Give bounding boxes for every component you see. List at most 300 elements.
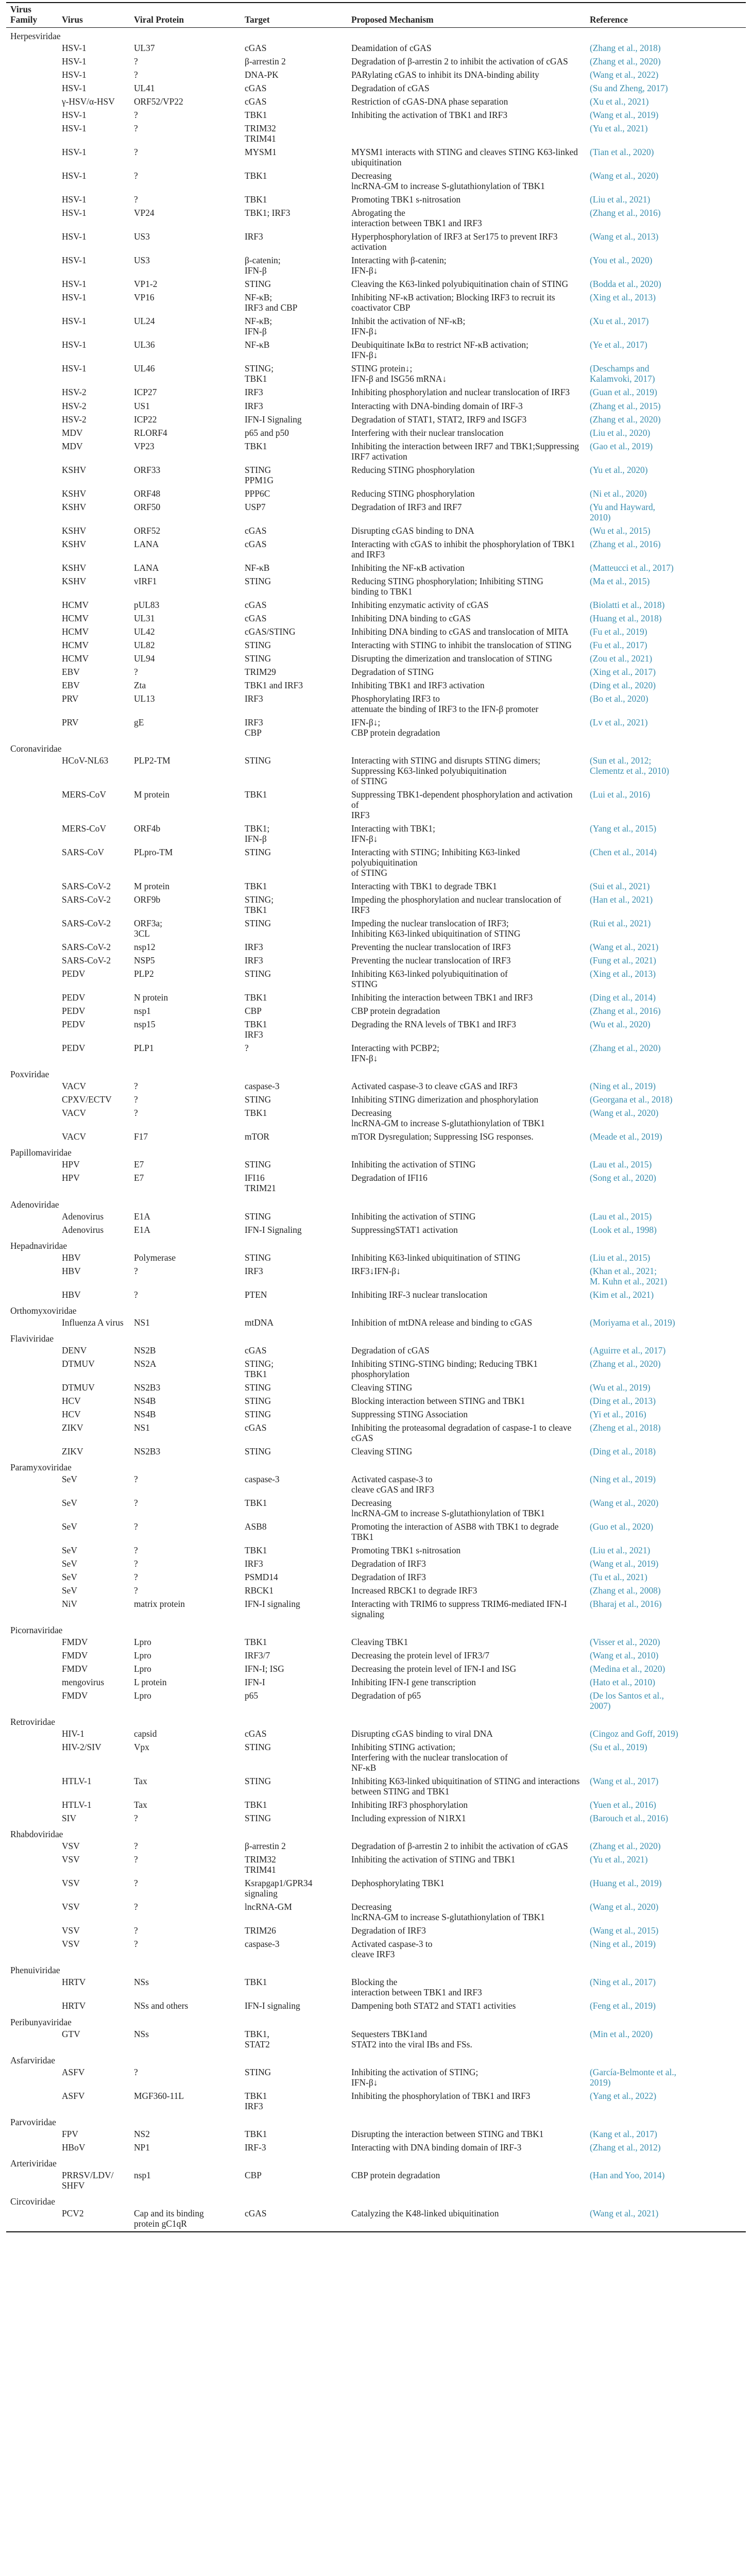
target-cell: STING: [245, 639, 271, 650]
table-row: [6, 538, 746, 562]
target-cell: STING PPM1G: [245, 464, 274, 485]
reference-cell: (Zhang et al., 2015): [590, 400, 661, 411]
target-cell: TBK1: [245, 1497, 267, 1508]
virus-cell: Influenza A virus: [62, 1317, 124, 1328]
viral-protein-cell: ORF9b: [134, 894, 161, 905]
virus-cell: SeV: [62, 1473, 77, 1484]
reference-cell: (Wang et al., 2019): [590, 110, 659, 121]
table-row: [6, 1812, 746, 1826]
reference-cell: (Ning et al., 2019): [590, 1939, 656, 1950]
target-cell: cGAS: [245, 1345, 267, 1355]
table-row: [6, 755, 746, 789]
virus-cell: MERS-CoV: [62, 789, 107, 800]
family-name: Coronaviridae: [10, 743, 62, 754]
viral-protein-cell: nsp15: [134, 1019, 156, 1030]
target-cell: IRF3/7: [245, 1650, 270, 1661]
viral-protein-cell: nsp12: [134, 942, 156, 953]
family-spacer: [6, 1799, 58, 1812]
reference-cell: (Georgana et al., 2018): [590, 1094, 673, 1105]
table-row: [6, 1107, 746, 1131]
reference-cell: (Bo et al., 2020): [590, 693, 648, 704]
family-spacer: [6, 1598, 58, 1622]
viral-protein-cell: UL42: [134, 626, 155, 637]
table-row: [6, 1690, 746, 1714]
virus-cell: HSV-1: [62, 83, 87, 94]
mechanism-cell: Suppressing TBK1-dependent phosphorylation and activation of IRF3: [351, 789, 573, 821]
table-row: [6, 363, 746, 386]
table-row: [6, 1728, 746, 1741]
target-cell: cGAS: [245, 1422, 267, 1433]
table-row: [6, 231, 746, 255]
table-row: [6, 626, 746, 639]
family-spacer: [6, 1159, 58, 1172]
virus-cell: HSV-1: [62, 208, 87, 218]
viral-protein-cell: LANA: [134, 562, 159, 573]
mechanism-cell: Decreasing lncRNA-GM to increase S-glutathionylation of TBK1: [351, 1497, 545, 1518]
viral-protein-cell: E1A: [134, 1224, 150, 1235]
family-name: Hepadnaviridae: [10, 1240, 67, 1251]
virus-cell: MERS-CoV: [62, 823, 107, 834]
family-row: [6, 2052, 746, 2066]
virus-cell: ASFV: [62, 2066, 85, 2077]
virus-cell: HSV-1: [62, 147, 87, 158]
family-spacer: [6, 2170, 58, 2193]
mechanism-cell: Degradation of IRF3: [351, 1925, 426, 1936]
mechanism-cell: SuppressingSTAT1 activation: [351, 1224, 458, 1235]
target-cell: caspase-3: [245, 1081, 280, 1092]
virus-cell: HRTV: [62, 1977, 86, 1988]
family-spacer: [6, 488, 58, 501]
viral-protein-cell: E7: [134, 1173, 144, 1183]
table-row: [6, 1558, 746, 1571]
mechanism-cell: Decreasing the protein level of IFR3/7: [351, 1650, 490, 1661]
virus-cell: HIV-1: [62, 1728, 84, 1739]
mechanism-cell: Catalyzing the K48-linked ubiquitination: [347, 2208, 586, 2232]
family-name: Rhabdoviridae: [10, 1829, 63, 1840]
header-target: Target: [241, 3, 347, 28]
reference-cell: (Tian et al., 2020): [590, 147, 654, 158]
viral-protein-cell: VP23: [134, 440, 155, 451]
target-cell: cGAS: [245, 96, 267, 107]
target-cell: IRF3 CBP: [245, 717, 263, 738]
reference-cell: (Wu et al., 2020): [590, 1019, 651, 1030]
family-spacer: [6, 1131, 58, 1144]
family-spacer: [6, 1840, 58, 1854]
table-row: [6, 1211, 746, 1224]
table-row: [6, 315, 746, 339]
family-spacer: [6, 56, 58, 69]
family-spacer: [6, 82, 58, 96]
virus-cell: VSV: [62, 1925, 80, 1936]
viral-protein-cell: ?: [134, 1497, 138, 1508]
viral-protein-cell: UL46: [134, 363, 155, 374]
virus-cell: VSV: [62, 1902, 80, 1912]
target-cell: IFI16 TRIM21: [245, 1173, 276, 1194]
target-cell: STING: [245, 1409, 271, 1419]
reference-cell: (Wu et al., 2015): [590, 525, 651, 536]
family-name: Asfarviridae: [10, 2055, 55, 2065]
target-cell: CBP: [245, 1006, 262, 1016]
virus-cell: FMDV: [62, 1637, 88, 1648]
family-spacer: [6, 1497, 58, 1521]
reference-cell: (Wu et al., 2019): [590, 1382, 651, 1393]
table-row: [6, 2090, 746, 2114]
table-row: [6, 941, 746, 955]
family-spacer: [6, 2208, 58, 2232]
family-spacer: [6, 440, 58, 464]
family-spacer: [6, 1019, 58, 1042]
reference-cell: (Huang et al., 2019): [590, 1878, 662, 1889]
virus-cell: HSV-1: [62, 340, 87, 350]
family-name: Adenoviridae: [10, 1199, 59, 1210]
family-spacer: [6, 207, 58, 231]
mechanism-cell: Interacting with TBK1 to degrade TBK1: [351, 881, 497, 892]
reference-cell: (Zhang et al., 2016): [590, 208, 661, 218]
virus-cell: HBV: [62, 1265, 81, 1276]
mechanism-cell: Inhibiting TBK1 and IRF3 activation: [351, 680, 485, 690]
reference-cell: (Xing et al., 2017): [590, 666, 656, 677]
reference-cell: (Han et al., 2021): [590, 894, 653, 905]
reference-cell: (Min et al., 2020): [590, 2028, 653, 2039]
table-row: [6, 575, 746, 599]
virus-cell: PCV2: [58, 2208, 130, 2232]
viral-protein-cell: UL13: [134, 693, 155, 704]
family-spacer: [6, 1812, 58, 1826]
virus-cell: PRRSV/LDV/ SHFV: [62, 2170, 114, 2191]
mechanism-cell: Inhibiting DNA binding to cGAS: [351, 613, 471, 623]
table-row: [6, 1741, 746, 1775]
virus-cell: KSHV: [62, 525, 87, 536]
mechanism-cell: Dampening both STAT2 and STAT1 activities: [351, 2001, 516, 2011]
virus-cell: VSV: [62, 1939, 80, 1950]
table-row: [6, 170, 746, 194]
family-spacer: [6, 613, 58, 626]
table-row: [6, 1422, 746, 1446]
family-name: Retroviridae: [10, 1717, 55, 1727]
virus-cell: VSV: [62, 1841, 80, 1852]
viral-protein-cell: ICP27: [134, 387, 157, 398]
family-spacer: [6, 1545, 58, 1558]
virus-cell: HBV: [62, 1289, 81, 1300]
family-spacer: [6, 2066, 58, 2090]
table-row: [6, 894, 746, 918]
table-row: [6, 207, 746, 231]
target-cell: IFN-I Signaling: [245, 1224, 302, 1235]
virus-cell: DTMUV: [62, 1382, 95, 1393]
mechanism-cell: Restriction of cGAS-DNA phase separation: [351, 96, 508, 107]
table-row: [6, 400, 746, 414]
family-row: [6, 740, 746, 755]
family-row: [6, 1330, 746, 1345]
mechanism-cell: Preventing the nuclear translocation of IRF3: [351, 955, 511, 966]
target-cell: TRIM32 TRIM41: [245, 1854, 276, 1875]
mechanism-cell: Interfering with their nuclear translocation: [351, 427, 504, 438]
table-row: [6, 123, 746, 146]
target-cell: TBK1; IRF3: [245, 208, 290, 218]
target-cell: STING: [245, 575, 271, 586]
family-spacer: [6, 109, 58, 123]
viral-protein-cell: PLP2: [134, 969, 154, 979]
target-cell: IFN-I: [245, 1677, 265, 1688]
family-spacer: [6, 955, 58, 968]
viral-protein-cell: ?: [134, 1878, 138, 1889]
virus-cell: CPXV/ECTV: [62, 1094, 112, 1105]
virus-cell: SeV: [62, 1521, 77, 1532]
target-cell: IFN-I Signaling: [245, 414, 302, 425]
target-cell: TBK1: [245, 1545, 267, 1555]
family-spacer: [6, 1585, 58, 1598]
table-row: [6, 339, 746, 363]
table-row: [6, 823, 746, 846]
family-spacer: [6, 1265, 58, 1289]
family-spacer: [6, 1728, 58, 1741]
virus-cell: HCoV-NL63: [62, 755, 109, 766]
mechanism-cell: Disrupting the dimerization and translocation of STING: [351, 653, 553, 664]
viral-protein-cell: L protein: [134, 1677, 167, 1688]
mechanism-cell: Interacting with STING; Inhibiting K63-linked polyubiquitination of STING: [351, 847, 520, 878]
reference-cell: (Khan et al., 2021; M. Kuhn et al., 2021): [590, 1265, 668, 1286]
table-row: [6, 2142, 746, 2155]
reference-cell: (Zhang et al., 2012): [590, 2142, 661, 2153]
mechanism-cell: Inhibiting the interaction between IRF7 and TBK1;Suppressing IRF7 activation: [351, 440, 579, 462]
target-cell: TRIM32 TRIM41: [245, 123, 276, 144]
family-spacer: [6, 1317, 58, 1330]
reference-cell: (Ma et al., 2015): [590, 575, 650, 586]
virus-cell: DTMUV: [62, 1358, 95, 1369]
family-spacer: [6, 880, 58, 894]
table-row: [6, 1571, 746, 1585]
viral-protein-cell: Lpro: [134, 1637, 151, 1648]
mechanism-cell: Reducing STING phosphorylation: [351, 488, 475, 499]
table-row: [6, 1497, 746, 1521]
viral-protein-cell: nsp1: [134, 1006, 151, 1016]
mechanism-cell: Inhibiting the interaction between TBK1 and IRF3: [351, 992, 533, 1003]
virus-cell: KSHV: [62, 464, 87, 475]
reference-cell: (Ding et al., 2013): [590, 1395, 656, 1406]
mechanism-cell: Promoting TBK1 s-nitrosation: [351, 1545, 461, 1555]
family-spacer: [6, 464, 58, 488]
family-spacer: [6, 968, 58, 992]
table-row: [6, 880, 746, 894]
target-cell: ASB8: [245, 1521, 267, 1532]
mechanism-cell: Degradation of IRF3 and IRF7: [351, 501, 462, 512]
virus-cell: HSV-1: [62, 231, 87, 242]
virus-cell: HCMV: [62, 599, 89, 610]
target-cell: USP7: [245, 501, 266, 512]
target-cell: STING: [245, 653, 271, 664]
family-spacer: [6, 1775, 58, 1799]
target-cell: TBK1: [245, 992, 267, 1003]
family-spacer: [6, 1925, 58, 1938]
mechanism-cell: Inhibiting enzymatic activity of cGAS: [351, 599, 489, 610]
table-row: [6, 693, 746, 717]
viral-protein-cell: gE: [134, 717, 144, 727]
family-spacer: [6, 170, 58, 194]
viral-protein-cell: US3: [134, 255, 150, 266]
family-spacer: [6, 562, 58, 575]
header-virus-family: Virus Family: [6, 3, 58, 28]
reference-cell: (Zhang et al., 2008): [590, 1585, 661, 1596]
mechanism-cell: Degradation of β-arrestin 2 to inhibit the activation of cGAS: [351, 1841, 568, 1852]
family-row: [6, 1826, 746, 1840]
viral-protein-cell: matrix protein: [134, 1598, 185, 1609]
target-cell: IFN-I signaling: [245, 1598, 300, 1609]
reference-cell: (Moriyama et al., 2019): [590, 1317, 675, 1328]
family-spacer: [6, 146, 58, 170]
family-name: Paramyxoviridae: [10, 1462, 72, 1472]
viral-protein-cell: NS2B: [134, 1345, 156, 1355]
reference-cell: (Liu et al., 2021): [590, 194, 651, 205]
family-spacer: [6, 1663, 58, 1676]
family-spacer: [6, 501, 58, 525]
mechanism-cell: Inhibiting K63-linked ubiquitination of STING: [351, 1252, 521, 1263]
family-name: Parvoviridae: [10, 2116, 56, 2127]
family-row: [6, 28, 746, 43]
virus-cell: DENV: [62, 1345, 87, 1355]
reference-cell: (Wang et al., 2010): [590, 1650, 659, 1661]
family-name: Herpesviridae: [10, 31, 61, 42]
table-row: [6, 427, 746, 440]
mechanism-cell: Promoting the interaction of ASB8 with TBK1 to degrade TBK1: [351, 1521, 559, 1542]
reference-cell: (Hato et al., 2010): [590, 1677, 656, 1688]
viral-protein-cell: ?: [134, 1585, 138, 1596]
viral-protein-cell: M protein: [134, 881, 170, 892]
virus-cell: VACV: [62, 1081, 87, 1092]
viral-protein-cell: Lpro: [134, 1664, 151, 1674]
table-row: [6, 1901, 746, 1925]
table-row: [6, 789, 746, 823]
family-spacer: [6, 1558, 58, 1571]
reference-cell: (Zou et al., 2021): [590, 653, 653, 664]
virus-cell: ZIKV: [62, 1422, 83, 1433]
target-cell: IRF3: [245, 693, 263, 704]
table-row: [6, 1676, 746, 1690]
virus-cell: SARS-CoV: [62, 847, 105, 858]
target-cell: STING: [245, 918, 271, 929]
target-cell: STING: [245, 1382, 271, 1393]
table-row: [6, 1840, 746, 1854]
mechanism-cell: Inhibiting K63-linked polyubiquitination of STING: [351, 969, 508, 990]
table-row: [6, 42, 746, 56]
target-cell: cGAS: [245, 538, 267, 549]
reference-cell: (Yu and Hayward, 2010): [590, 501, 656, 522]
viral-protein-cell: ?: [134, 70, 138, 80]
mechanism-cell: Decreasing lncRNA-GM to increase S-glutathionylation of TBK1: [351, 1902, 545, 1923]
family-spacer: [6, 1854, 58, 1877]
reference-cell: (Xu et al., 2017): [590, 316, 649, 327]
target-cell: IRF3: [245, 1558, 263, 1569]
family-spacer: [6, 427, 58, 440]
family-spacer: [6, 894, 58, 918]
virus-cell: HCMV: [62, 613, 89, 623]
viral-protein-cell: US1: [134, 400, 150, 411]
reference-cell: (Medina et al., 2020): [590, 1664, 665, 1674]
table-row: [6, 278, 746, 292]
family-spacer: [6, 2128, 58, 2142]
viral-protein-cell: pUL83: [134, 599, 160, 610]
table-row: [6, 2128, 746, 2142]
viral-protein-cell: ?: [134, 1094, 138, 1105]
family-spacer: [6, 414, 58, 427]
family-row: [6, 1066, 746, 1080]
viral-protein-cell: Lpro: [134, 1650, 151, 1661]
virus-cell: HBV: [62, 1252, 81, 1263]
virus-cell: HSV-1: [62, 279, 87, 290]
family-spacer: [6, 255, 58, 278]
family-row: [6, 1962, 746, 1976]
virus-cell: SARS-CoV-2: [62, 955, 111, 966]
family-spacer: [6, 1521, 58, 1545]
virus-cell: γ-HSV/α-HSV: [62, 96, 115, 107]
virus-cell: PEDV: [62, 1043, 86, 1054]
virus-cell: KSHV: [62, 501, 87, 512]
reference-cell: (Xing et al., 2013): [590, 969, 656, 979]
virus-cell: HTLV-1: [62, 1800, 92, 1810]
reference-cell: (Visser et al., 2020): [590, 1637, 660, 1648]
viral-protein-cell: PLP2-TM: [134, 755, 170, 766]
target-cell: STING: [245, 1252, 271, 1263]
reference-cell: (Chen et al., 2014): [590, 847, 657, 858]
virus-cell: mengovirus: [62, 1677, 105, 1688]
virus-cell: HSV-1: [62, 110, 87, 121]
family-spacer: [6, 1289, 58, 1302]
family-spacer: [6, 941, 58, 955]
target-cell: RBCK1: [245, 1585, 274, 1596]
table-row: [6, 1925, 746, 1938]
table-row: [6, 440, 746, 464]
viral-protein-cell: NS1: [134, 1317, 150, 1328]
family-spacer: [6, 339, 58, 363]
mechanism-cell: Activated caspase-3 to cleave cGAS and IRF3: [351, 1473, 434, 1495]
target-cell: ?: [245, 1043, 249, 1054]
viral-protein-cell: Vpx: [134, 1742, 149, 1753]
viral-protein-cell: Lpro: [134, 1690, 151, 1701]
family-row: [6, 2114, 746, 2128]
mechanism-cell: Decreasing lncRNA-GM to increase S-glutathionylation of TBK1: [351, 1108, 545, 1129]
reference-cell: (Wang et al., 2021): [590, 942, 659, 953]
viral-protein-cell: NSP5: [134, 955, 155, 966]
mechanism-cell: Inhibiting STING-STING binding; Reducing TBK1 phosphorylation: [351, 1358, 538, 1379]
viral-protein-cell: ?: [134, 110, 138, 121]
mechanism-cell: Degradation of IRF3: [351, 1571, 426, 1582]
table-row: [6, 69, 746, 82]
table-row: [6, 599, 746, 613]
virus-cell: SIV: [62, 1813, 77, 1824]
virus-cell: MDV: [62, 427, 83, 438]
table-row: [6, 1289, 746, 1302]
mechanism-cell: Phosphorylating IRF3 to attenuate the binding of IRF3 to the IFN-β promoter: [351, 693, 539, 714]
virus-cell: HCV: [62, 1395, 81, 1406]
family-spacer: [6, 538, 58, 562]
table-row: [6, 1172, 746, 1196]
target-cell: caspase-3: [245, 1473, 280, 1484]
reference-cell: (You et al., 2020): [590, 255, 653, 266]
mechanism-cell: Inhibiting the activation of STING; IFN-β↓: [351, 2066, 478, 2088]
mechanism-cell: Inhibiting STING dimerization and phosphorylation: [351, 1094, 539, 1105]
reference-cell: (Yu et al., 2021): [590, 1854, 648, 1865]
virus-cell: EBV: [62, 680, 80, 690]
table-row: [6, 666, 746, 680]
viral-protein-cell: NP1: [134, 2142, 150, 2153]
table-row: [6, 562, 746, 575]
reference-cell: (Su et al., 2019): [590, 1742, 647, 1753]
viral-protein-cell: US3: [134, 231, 150, 242]
target-cell: TBK1 and IRF3: [245, 680, 303, 690]
family-name: Peribunyaviridae: [10, 2016, 72, 2027]
family-spacer: [6, 1080, 58, 1094]
reference-cell: (Song et al., 2020): [590, 1173, 656, 1183]
reference-cell: (Matteucci et al., 2017): [590, 562, 674, 573]
